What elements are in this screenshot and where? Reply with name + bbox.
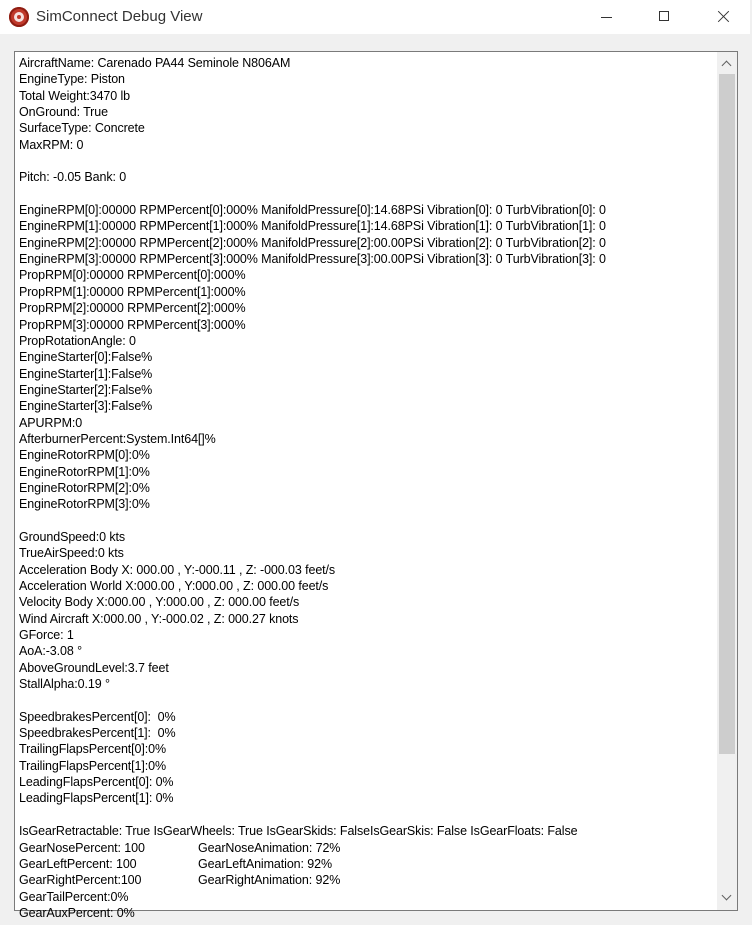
debug-line: Wind Aircraft X:000.00 , Y:-000.02 , Z: 000.27 knots (19, 611, 299, 626)
debug-line: SpeedbrakesPercent[0]: 0% (19, 709, 176, 724)
debug-line: PropRPM[0]:00000 RPMPercent[0]:000% (19, 268, 246, 283)
debug-line: Acceleration Body X: 000.00 , Y:-000.11 , Z: -000.03 feet/s (19, 562, 336, 577)
vertical-scrollbar[interactable] (717, 52, 737, 910)
debug-line: EngineRotorRPM[1]:0% (19, 464, 150, 479)
debug-line (19, 692, 719, 708)
debug-line: PropRPM[2]:00000 RPMPercent[2]:000% (19, 301, 246, 316)
debug-line (19, 153, 719, 169)
gear-percent-text: GearLeftPercent: 100 (19, 856, 137, 871)
debug-line: EngineRotorRPM[0]:0% (19, 448, 150, 463)
debug-line: EngineStarter[3]:False% (19, 399, 153, 414)
debug-line: AircraftName: Carenado PA44 Seminole N806AM (19, 56, 291, 70)
debug-line: EngineRPM[0]:00000 RPMPercent[0]:000% ManifoldPressure[0]:14.68PSi Vibration[0]: 0 TurbVibration[0]: 0 (19, 203, 606, 218)
debug-line: OnGround: True (19, 105, 108, 120)
gear-animation-text: GearLeftAnimation: 92% (198, 856, 332, 871)
debug-line: APURPM:0 (19, 415, 83, 430)
debug-line: EngineStarter[0]:False% (19, 350, 153, 365)
debug-line: IsGearRetractable: True IsGearWheels: True IsGearSkids: FalseIsGearSkis: False IsGearFloats: False (19, 824, 578, 839)
gear-percent-text: GearAuxPercent: 0% (19, 905, 135, 920)
debug-line: EngineStarter[1]:False% (19, 366, 153, 381)
debug-line: SpeedbrakesPercent[1]: 0% (19, 726, 176, 741)
gear-row (19, 889, 719, 905)
debug-line: GroundSpeed:0 kts (19, 529, 126, 544)
debug-line: EngineRotorRPM[3]:0% (19, 497, 150, 512)
debug-output-textbox[interactable] (14, 51, 738, 920)
debug-line: EngineRPM[1]:00000 RPMPercent[1]:000% ManifoldPressure[1]:14.68PSi Vibration[1]: 0 TurbVibration[1]: 0 (19, 219, 606, 234)
debug-line (19, 807, 719, 823)
scroll-up-arrow-icon[interactable] (717, 54, 737, 74)
debug-line: AboveGroundLevel:3.7 feet (19, 660, 169, 675)
debug-line: PropRotationAngle: 0 (19, 333, 136, 348)
gear-percent-text: GearTailPercent:0% (19, 889, 129, 904)
debug-line: PropRPM[1]:00000 RPMPercent[1]:000% (19, 284, 246, 299)
debug-line: Total Weight:3470 lb (19, 88, 131, 103)
debug-line: LeadingFlapsPercent[0]: 0% (19, 775, 174, 790)
debug-output-lines (19, 55, 719, 921)
gear-percent-text: GearRightPercent:100 (19, 873, 142, 888)
debug-line: AfterburnerPercent:System.Int64[]% (19, 431, 216, 446)
gear-row (19, 905, 719, 921)
debug-line: EngineRPM[3]:00000 RPMPercent[3]:000% ManifoldPressure[3]:00.00PSi Vibration[3]: 0 TurbVibration[3]: 0 (19, 252, 606, 267)
debug-line: EngineStarter[2]:False% (19, 382, 153, 397)
scrollbar-thumb[interactable] (719, 74, 735, 754)
title-bar[interactable] (0, 0, 750, 34)
debug-line: Velocity Body X:000.00 , Y:000.00 , Z: 000.00 feet/s (19, 595, 300, 610)
debug-line: PropRPM[3]:00000 RPMPercent[3]:000% (19, 317, 246, 332)
gear-row (19, 856, 719, 872)
close-button[interactable] (694, 0, 752, 34)
debug-line: StallAlpha:0.19 ° (19, 677, 110, 692)
debug-line: Acceleration World X:000.00 , Y:000.00 , Z: 000.00 feet/s (19, 579, 329, 593)
gear-row (19, 872, 719, 888)
gear-animation-text: GearRightAnimation: 92% (198, 873, 341, 888)
debug-line: TrailingFlapsPercent[1]:0% (19, 758, 167, 773)
gear-percent-text: GearNosePercent: 100 (19, 840, 145, 855)
scroll-down-arrow-icon[interactable] (717, 888, 737, 908)
debug-line: EngineType: Piston (19, 72, 125, 87)
window-title: SimConnect Debug View (36, 8, 203, 25)
debug-line: SurfaceType: Concrete (19, 121, 145, 136)
debug-line: Pitch: -0.05 Bank: 0 (19, 170, 127, 185)
debug-line (19, 186, 719, 202)
maximize-button[interactable] (635, 0, 693, 34)
debug-line: AoA:-3.08 ° (19, 644, 82, 659)
debug-line: EngineRPM[2]:00000 RPMPercent[2]:000% ManifoldPressure[2]:00.00PSi Vibration[2]: 0 TurbVibration[2]: 0 (19, 235, 606, 250)
debug-line: GForce: 1 (19, 628, 74, 643)
minimize-button[interactable] (577, 0, 635, 34)
debug-line: TrailingFlapsPercent[0]:0% (19, 742, 167, 757)
debug-line: TrueAirSpeed:0 kts (19, 546, 124, 561)
debug-line: LeadingFlapsPercent[1]: 0% (19, 791, 174, 806)
debug-line: MaxRPM: 0 (19, 137, 84, 152)
gear-animation-text: GearNoseAnimation: 72% (198, 840, 341, 855)
debug-line: EngineRotorRPM[2]:0% (19, 480, 150, 495)
gear-row (19, 840, 719, 856)
debug-line (19, 513, 719, 529)
app-logo-icon[interactable] (9, 7, 29, 27)
